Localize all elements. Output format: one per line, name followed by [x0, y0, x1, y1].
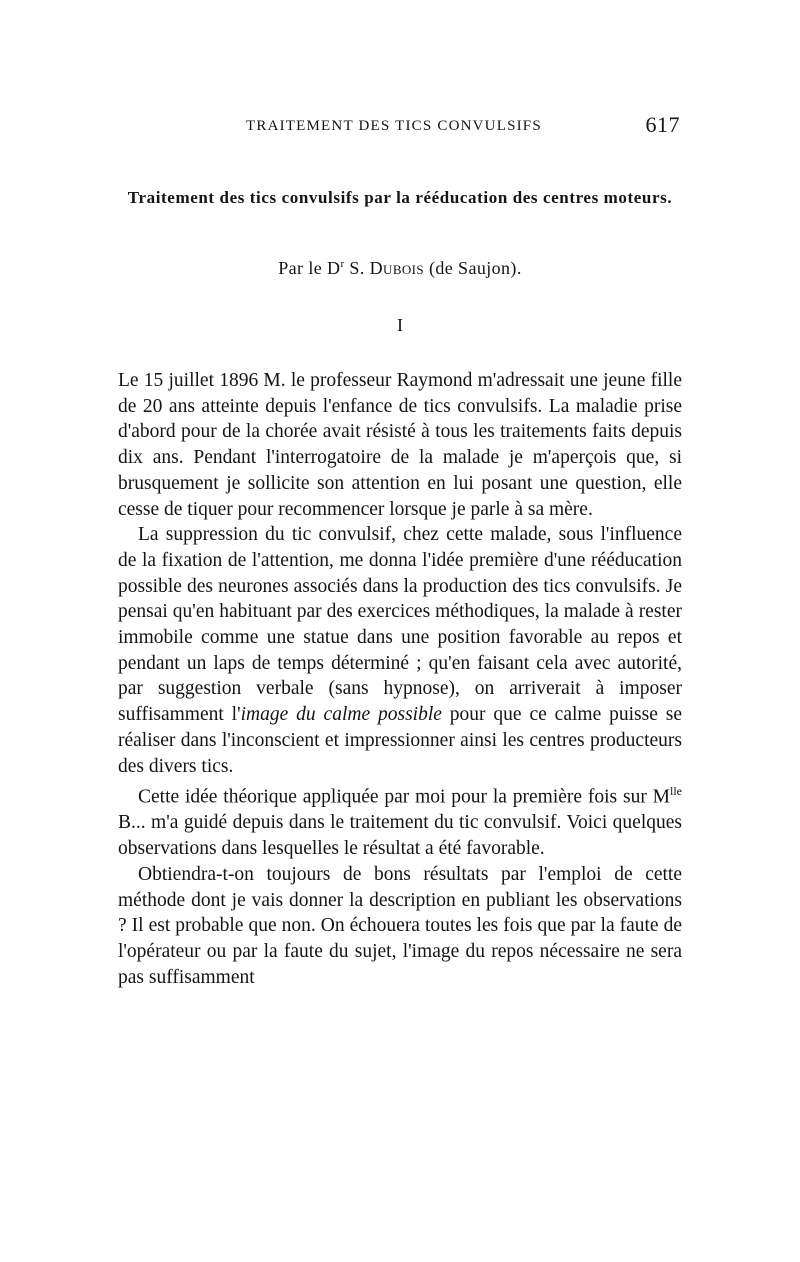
byline — [118, 258, 682, 279]
body-text — [118, 368, 682, 990]
page-number: 617 — [645, 112, 680, 137]
running-head — [118, 112, 682, 142]
running-title: TRAITEMENT DES TICS CONVULSIFS — [246, 118, 542, 134]
title-abbreviation-superscript: lle — [670, 784, 682, 799]
paragraph-2 — [118, 522, 682, 779]
paragraph-3-text: Cette idée théorique appliquée par moi pour la première fois sur M — [138, 786, 670, 808]
author-name: S. Dubois — [349, 258, 425, 278]
emphasized-phrase: image du calme possible — [240, 704, 442, 726]
author-affiliation: (de Saujon). — [428, 258, 522, 278]
paragraph-2-text: La suppression du tic convulsif, chez cette malade, sous l'influence de la fixation de l'attention, me donna l'idée première d'une rééducation possible des neurones associés dans la production des tics convulsifs. Je pensai qu'en habituant par des exercices méthodiques, la malade à rester immobile comme une statue dans une position favorable au repos et pendant un laps de temps déterminé ; qu'en faisant cela avec autorité, par suggestion verbale (sans hypnose), on arriverait à imposer suffisamment l' — [118, 524, 682, 726]
paragraph-4: Obtiendra-t-on toujours de bons résultats par l'emploi de cette méthode dont je vais donner la description en publiant les observations ? Il est probable que non. On échouera toutes les fois que par la faute de l'opérateur ou par la faute du sujet, l'image du repos nécessaire ne sera pas suffisamment — [118, 863, 682, 988]
section-number: I — [397, 315, 403, 335]
byline-prefix: Par le D — [278, 258, 341, 278]
article-title: Traitement des tics convulsifs par la rééducation des centres moteurs. — [127, 188, 673, 207]
paragraph-3-continuation: B... m'a guidé depuis dans le traitement du tic convulsif. Voici quelques observations dans lesquelles le résultat a été favorable. — [118, 812, 682, 860]
paragraph-1: Le 15 juillet 1896 M. le professeur Raymond m'adressait une jeune fille de 20 ans atteinte depuis l'enfance de tics convulsifs. La maladie prise d'abord pour de la chorée avait résisté à tous les traitements faits depuis dix ans. Pendant l'interrogatoire de la malade je m'aperçois que, si brusquement je sollicite son attention en lui posant une question, elle cesse de tiquer pour recommencer lorsque je parle à sa mère. — [118, 370, 682, 520]
byline-title-superscript: r — [340, 258, 345, 270]
paragraph-2-continuation: pour que ce calme puisse se réaliser dans l'inconscient et impressionner ainsi les centres producteurs des divers tics. — [118, 704, 682, 777]
paragraph-3 — [118, 779, 682, 862]
